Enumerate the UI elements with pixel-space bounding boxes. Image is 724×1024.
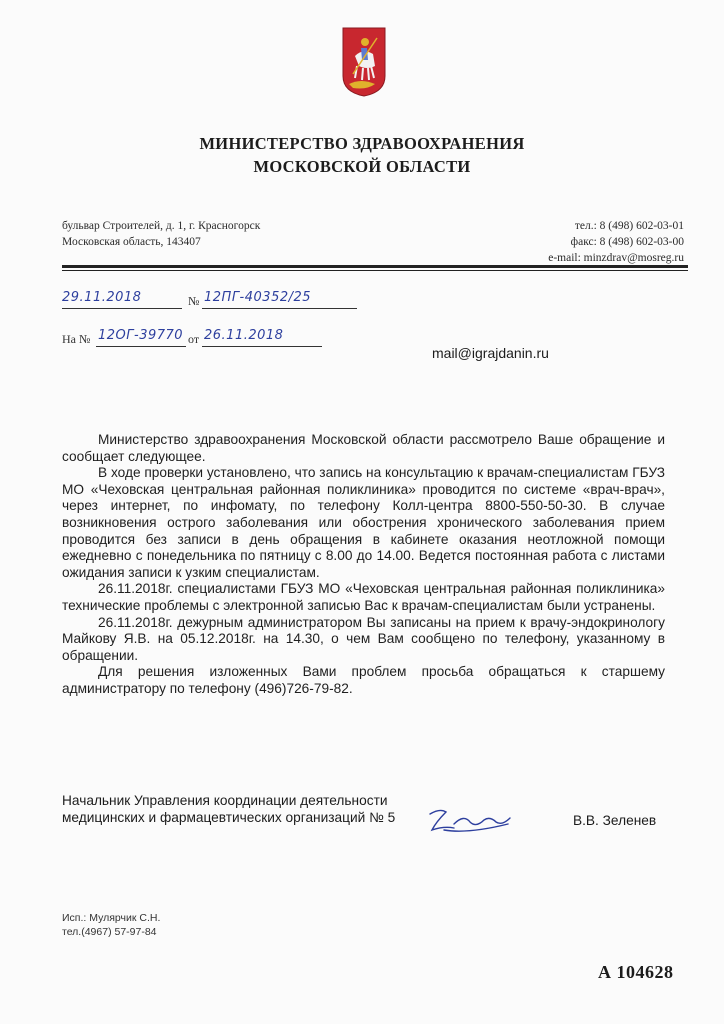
reference-row bbox=[62, 328, 362, 350]
executor-info bbox=[62, 911, 160, 939]
header-divider-thin bbox=[62, 270, 688, 271]
reference-number: 12ОГ-39770 bbox=[98, 328, 184, 343]
body-paragraph-2: В ходе проверки установлено, что запись на консультацию к врачам-специалистам ГБУЗ МО «Чеховская центральная районная поликлиника» проводится по системе «врач-врач», через интернет, по инфомату, по телефону Колл-центра 8800-550-50-30. В случае возникновения острого заболевания или обострения хронического заболевания прием проводится без записи в день обращения в кабинете оказания неотложной помощи ежедневно с понедельника по пятницу с 8.00 до 14.00. Ведется постоянная работа с листами ожидания записи к узким специалистам. bbox=[62, 465, 665, 580]
contact-info bbox=[548, 218, 684, 266]
body-paragraph-1: Министерство здравоохранения Московской области рассмотрело Ваше обращение и сообщает следующее. bbox=[62, 432, 665, 464]
address-street: бульвар Строителей, д. 1, г. Красногорск bbox=[62, 220, 261, 232]
body-paragraph-3: 26.11.2018г. специалистами ГБУЗ МО «Чеховская центральная районная поликлиника» технические проблемы с электронной записью Вас к врачам-специалистам были устранены. bbox=[62, 581, 665, 613]
ministry-name-line1: МИНИСТЕРСТВО ЗДРАВООХРАНЕНИЯ bbox=[199, 134, 525, 153]
reference-from-label: от bbox=[188, 332, 200, 346]
coat-of-arms-icon bbox=[341, 26, 387, 98]
header-divider-thick bbox=[62, 265, 688, 268]
letter-body bbox=[62, 432, 665, 698]
signatory-title bbox=[62, 792, 395, 826]
ministry-name-line2: МОСКОВСКОЙ ОБЛАСТИ bbox=[253, 157, 471, 176]
address-region: Московская область, 143407 bbox=[62, 236, 201, 248]
registration-number: 12ПГ-40352/25 bbox=[204, 290, 312, 305]
body-paragraph-4: 26.11.2018г. дежурным администратором Вы записаны на прием к врачу-эндокринологу Майкову Я.В. на 05.12.2018г. на 14.30, о чем Вам сообщено по телефону, указанному в обращении. bbox=[62, 614, 665, 663]
executor-phone: тел.(4967) 57-97-84 bbox=[62, 926, 157, 938]
email-address[interactable]: e-mail: minzdrav@mosreg.ru bbox=[548, 252, 684, 264]
handwritten-signature bbox=[424, 800, 514, 840]
document-serial-number: А 104628 bbox=[598, 962, 674, 982]
postal-address bbox=[62, 218, 260, 250]
signatory-name: В.В. Зеленев bbox=[573, 813, 657, 828]
reference-date: 26.11.2018 bbox=[204, 328, 284, 343]
executor-name: Исп.: Мулярчик С.Н. bbox=[62, 912, 161, 924]
reference-label: На № bbox=[62, 332, 91, 346]
signatory-title-line2: медицинских и фармацевтических организаций № 5 bbox=[62, 810, 396, 825]
registration-date: 29.11.2018 bbox=[62, 290, 142, 305]
registration-row bbox=[62, 290, 362, 312]
addressee-email: mail@igrajdanin.ru bbox=[432, 345, 549, 361]
signatory-title-line1: Начальник Управления координации деятельности bbox=[62, 793, 388, 808]
body-paragraph-5: Для решения изложенных Вами проблем просьба обращаться к старшему администратору по телефону (496)726-79-82. bbox=[62, 664, 665, 696]
phone-number: тел.: 8 (498) 602-03-01 bbox=[574, 220, 684, 232]
fax-number: факс: 8 (498) 602-03-00 bbox=[570, 236, 684, 248]
number-sign: № bbox=[188, 294, 200, 308]
